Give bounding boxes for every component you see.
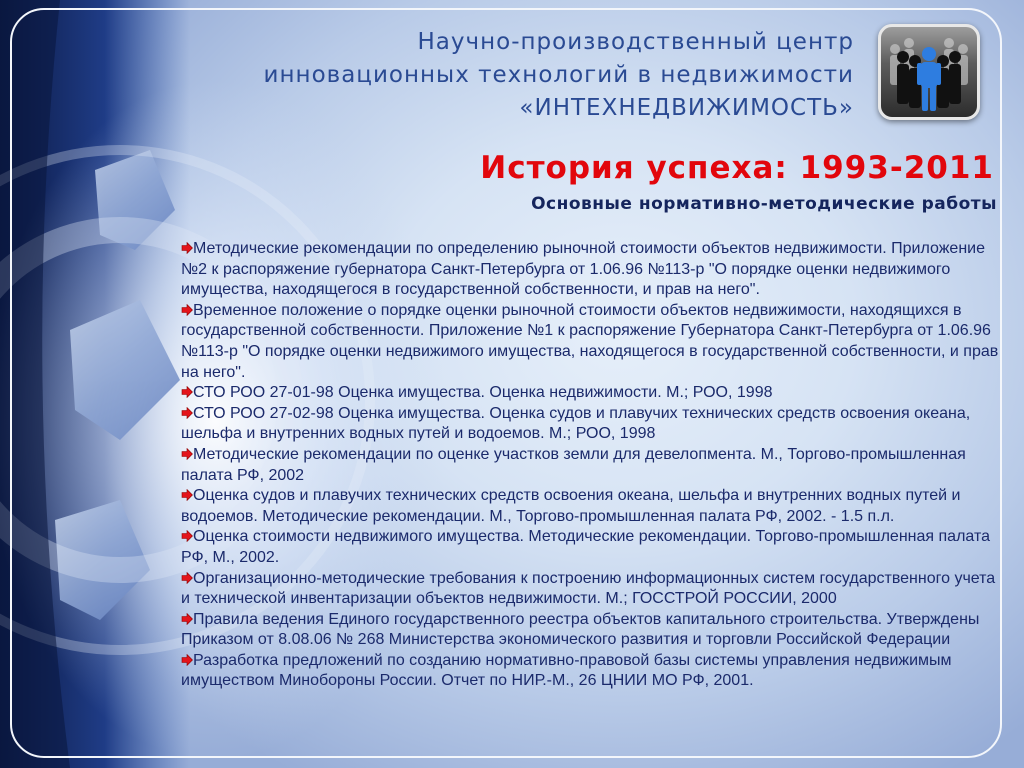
red-arrow-icon	[181, 242, 193, 254]
red-arrow-icon	[181, 654, 193, 666]
company-name-line-2: инновационных технологий в недвижимости	[263, 62, 854, 88]
red-arrow-icon	[181, 386, 193, 398]
list-item	[181, 383, 1001, 404]
list-item-text: Оценка стоимости недвижимого имущества. Методические рекомендации. Торгово-промышленная палата РФ, М., 2002.	[181, 528, 990, 566]
list-item	[181, 404, 1001, 445]
red-arrow-icon	[181, 572, 193, 584]
people-crowd-icon	[878, 24, 980, 120]
list-item	[181, 239, 1001, 301]
company-header	[264, 26, 854, 125]
list-item	[181, 651, 1001, 692]
page-title: История успеха: 1993-2011	[480, 150, 994, 186]
list-item-text: Методические рекомендации по оценке участков земли для девелопмента. М., Торгово-промышленная палата РФ, 2002	[181, 445, 966, 484]
list-item-text: Правила ведения Единого государственного реестра объектов капитального строительства. Утверждены Приказом от 8.08.06 № 268 Министерства экономического развития и торговли Российской Федерации	[181, 610, 980, 649]
red-arrow-icon	[181, 489, 193, 501]
works-list	[181, 239, 1001, 692]
list-item	[181, 610, 1001, 651]
red-arrow-icon	[181, 530, 193, 542]
list-item-text: Оценка судов и плавучих технических средств освоения океана, шельфа и внутренних водных путей и водоемов. Методические рекомендации. М., Торгово-промышленная палата РФ, 2002. - 1.5 п.л.	[181, 487, 961, 525]
list-item	[181, 569, 1001, 610]
company-name-line-1: Научно-производственный центр	[417, 29, 854, 55]
list-item-text: Методические рекомендации по определению рыночной стоимости объектов недвижимости. Приложение №2 к распоряжение губернатора Санкт-Петербурга от 1.06.96 №113-р "О порядке оценки недвижимого имущества, находящегося в государственной собственности, и прав на него".	[181, 240, 985, 299]
red-arrow-icon	[181, 304, 193, 316]
list-item	[181, 445, 1001, 486]
list-item-text: Организационно-методические требования к построению информационных систем государственного учета и технической инвентаризации объектов недвижимости. М.; ГОССТРОЙ РОССИИ, 2000	[181, 569, 996, 608]
list-item	[181, 301, 1001, 383]
list-item	[181, 486, 1001, 527]
red-arrow-icon	[181, 407, 193, 419]
list-item-text: СТО РОО 27-01-98 Оценка имущества. Оценка недвижимости. М.; РОО, 1998	[193, 384, 773, 402]
page-subtitle: Основные нормативно-методические работы	[531, 194, 997, 214]
list-item	[181, 527, 1001, 568]
red-arrow-icon	[181, 448, 193, 460]
list-item-text: Временное положение о порядке оценки рыночной стоимости объектов недвижимости, находящихся в государственной собственности. Приложение №1 к распоряжение Губернатора Санкт-Петербурга от 1.06.96 №113-р "О порядке оценки недвижимого имущества, находящегося в государственной собственности, и прав на него".	[181, 301, 999, 381]
list-item-text: Разработка предложений по созданию нормативно-правовой базы системы управления недвижимым имуществом Минобороны России. Отчет по НИР.-М., 26 ЦНИИ МО РФ, 2001.	[181, 651, 952, 690]
list-item-text: СТО РОО 27-02-98 Оценка имущества. Оценка судов и плавучих технических средств освоения океана, шельфа и внутренних водных путей и водоемов. М.; РОО, 1998	[181, 404, 971, 443]
company-name-line-3: «ИНТЕХНЕДВИЖИМОСТЬ»	[519, 95, 854, 121]
red-arrow-icon	[181, 613, 193, 625]
